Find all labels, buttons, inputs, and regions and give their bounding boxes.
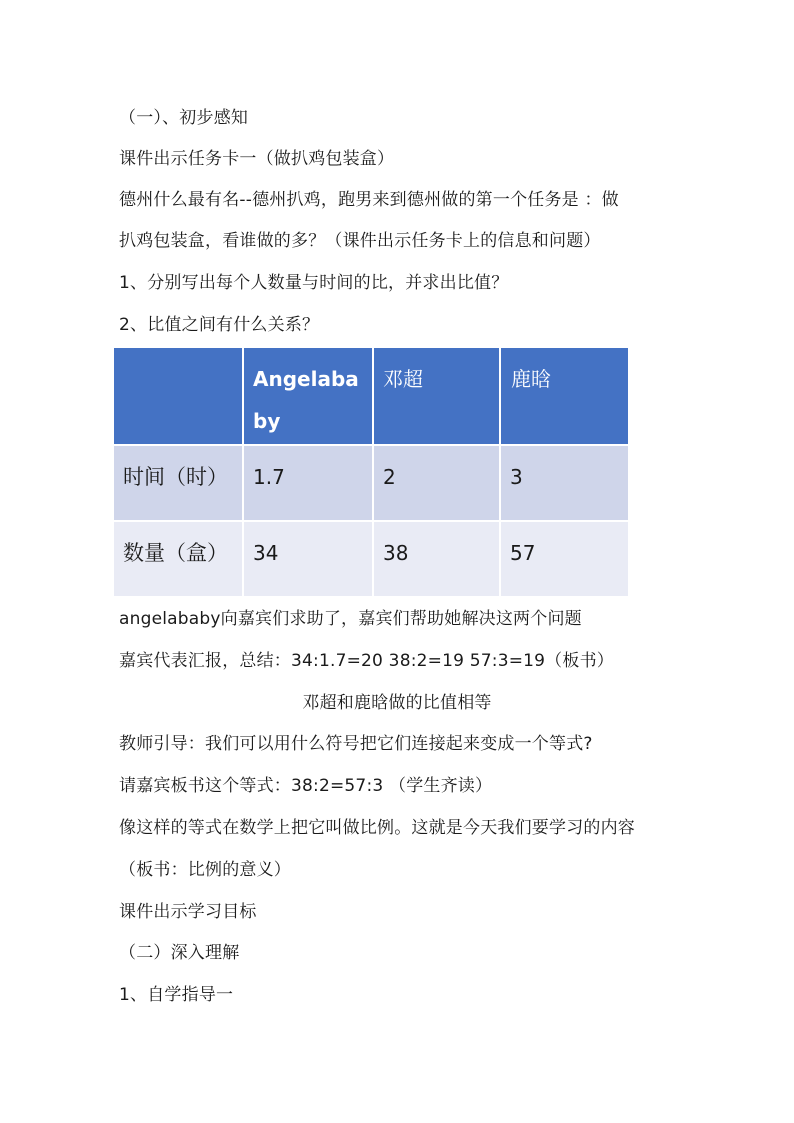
table-header-cell	[113, 347, 243, 445]
section-heading-initial-perception: （一）、初步感知	[119, 108, 249, 128]
table-row	[113, 521, 629, 597]
paragraph-task-card: 课件出示任务卡一（做扒鸡包装盒）	[119, 149, 395, 169]
table-cell: 2	[373, 445, 500, 521]
paragraph-help-request: angelababy向嘉宾们求助了，嘉宾们帮助她解决这两个问题	[119, 609, 582, 629]
table-row-header: 时间（时）	[113, 445, 243, 521]
table-row-header: 数量（盒）	[113, 521, 243, 597]
paragraph-intro-line2: 扒鸡包装盒，看谁做的多？（课件出示任务卡上的信息和问题）	[119, 231, 601, 251]
table-cell: 3	[500, 445, 629, 521]
table-row	[113, 445, 629, 521]
paragraph-proportion-definition: 像这样的等式在数学上把它叫做比例。这就是今天我们要学习的内容	[119, 818, 635, 838]
paragraph-equation: 请嘉宾板书这个等式：38:2=57:3 （学生齐读）	[119, 776, 493, 796]
data-table	[112, 346, 630, 598]
paragraph-teacher-guide: 教师引导：我们可以用什么符号把它们连接起来变成一个等式?	[119, 734, 593, 754]
section-heading-deep-understanding: （二）深入理解	[119, 943, 240, 963]
table-cell: 57	[500, 521, 629, 597]
centered-conclusion: 邓超和鹿晗做的比值相等	[302, 693, 492, 713]
paragraph-board-note: （板书：比例的意义）	[119, 860, 291, 880]
paragraph-report-summary: 嘉宾代表汇报，总结：34:1.7=20 38:2=19 57:3=19（板书）	[119, 651, 614, 671]
table-cell: 38	[373, 521, 500, 597]
paragraph-learning-goals: 课件出示学习目标	[119, 902, 257, 922]
paragraph-self-study-guide: 1、自学指导一	[119, 985, 234, 1005]
table-header-cell: Angelababy	[243, 347, 373, 445]
table-cell: 34	[243, 521, 373, 597]
table-header-cell: 邓超	[373, 347, 500, 445]
table-header-row	[113, 347, 629, 445]
question-1: 1、分别写出每个人数量与时间的比，并求出比值？	[119, 273, 509, 293]
table-cell: 1.7	[243, 445, 373, 521]
question-2: 2、比值之间有什么关系？	[119, 315, 320, 335]
table-header-cell: 鹿晗	[500, 347, 629, 445]
paragraph-intro-line1: 德州什么最有名--德州扒鸡，跑男来到德州做的第一个任务是 ：做	[119, 190, 619, 210]
